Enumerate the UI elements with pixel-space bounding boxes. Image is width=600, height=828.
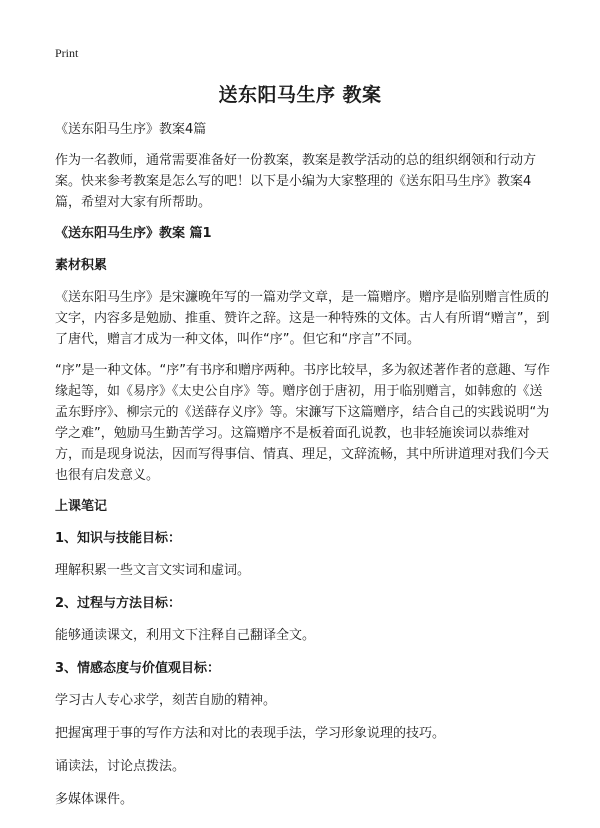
- document-title: 送东阳马生序 教案: [218, 84, 382, 106]
- goal-1-text: 理解积累一些文言文实词和虚词。: [55, 563, 251, 578]
- goal-2-text: 能够通读课文，利用文下注释自己翻译全文。: [55, 628, 316, 643]
- section-heading: 《送东阳马生序》教案 篇1: [55, 226, 212, 241]
- document-body: [55, 120, 550, 822]
- material-heading: 素材积累: [55, 258, 108, 273]
- teaching-method-line: 诵读法，讨论点拨法。: [55, 759, 186, 774]
- material-paragraph-1: 《送东阳马生序》是宋濂晚年写的一篇劝学文章，是一篇赠序。赠序是临别赠言性质的文字，内容多是勉励、推重、赞许之辞。这是一种特殊的文体。古人有所谓“赠言”，到了唐代，赠言才成为一种文体，叫作“序”。但它和“序言”不同。: [55, 290, 550, 347]
- intro-paragraph: 作为一名教师，通常需要准备好一份教案，教案是教学活动的总的组织纲领和行动方案。快来参考教案是怎么写的吧！以下是小编为大家整理的《送东阳马生序》教案4篇，希望对大家有所帮助。: [55, 153, 537, 210]
- goal-2-heading: 2、过程与方法目标：: [55, 596, 182, 611]
- goal-3-text: 学习古人专心求学，刻苦自励的精神。: [55, 693, 277, 708]
- material-paragraph-2: “序”是一种文体。“序”有书序和赠序两种。书序比较早，多为叙述著作者的意趣、写作缘起等，如《易序》《太史公自序》等。赠序创于唐初，用于临别赠言，如韩愈的《送孟东野序》、柳宗元的《送薛存义序》等。宋濂写下这篇赠序，结合自己的实践说明“为学之难”，勉励马生勤苦学习。这篇赠序不是板着面孔说教，也非轻施诶词以恭维对方，而是现身说法，因而写得事信、情真、理足，文辞流畅，其中所讲道理对我们今天也很有启发意义。: [55, 363, 550, 483]
- method-line: 把握寓理于事的写作方法和对比的表现手法，学习形象说理的技巧。: [55, 726, 446, 741]
- teaching-tools-line: 多媒体课件。: [55, 792, 134, 807]
- goal-1-heading: 1、知识与技能目标：: [55, 531, 182, 546]
- document-subtitle: 《送东阳马生序》教案4篇: [55, 122, 207, 137]
- print-label: Print: [55, 46, 79, 60]
- notes-heading: 上课笔记: [55, 499, 108, 514]
- goal-3-heading: 3、情感态度与价值观目标：: [55, 661, 221, 676]
